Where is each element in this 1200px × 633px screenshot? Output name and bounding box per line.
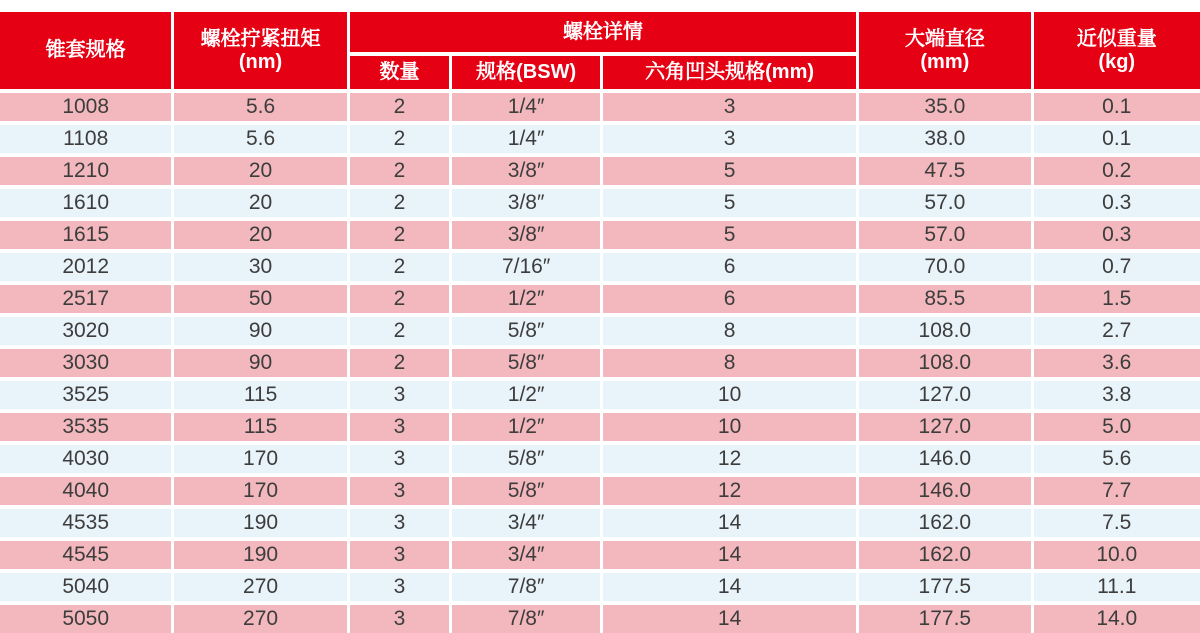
header-unit: (kg) — [1098, 50, 1136, 73]
cell-taper-spec: 1008 — [0, 93, 171, 121]
cell-quantity: 3 — [350, 573, 450, 601]
cell-weight: 3.8 — [1034, 381, 1200, 409]
cell-quantity: 3 — [350, 605, 450, 633]
cell-big-end-diameter: 38.0 — [859, 125, 1030, 153]
cell-spec-bsw: 5/8″ — [452, 349, 600, 377]
cell-spec-bsw: 3/4″ — [452, 541, 600, 569]
header-unit: (mm) — [920, 50, 970, 73]
cell-weight: 11.1 — [1034, 573, 1200, 601]
cell-quantity: 2 — [350, 317, 450, 345]
cell-quantity: 2 — [350, 285, 450, 313]
header-cell-torque — [174, 12, 346, 89]
cell-big-end-diameter: 57.0 — [859, 189, 1030, 217]
cell-taper-spec: 4545 — [0, 541, 171, 569]
cell-spec-bsw: 1/2″ — [452, 285, 600, 313]
cell-big-end-diameter: 162.0 — [859, 541, 1030, 569]
header-cell-bolt-details — [350, 12, 856, 52]
cell-taper-spec: 2012 — [0, 253, 171, 281]
header-cell-quantity — [350, 56, 450, 89]
cell-torque: 30 — [174, 253, 346, 281]
cell-spec-bsw: 1/4″ — [452, 125, 600, 153]
cell-big-end-diameter: 127.0 — [859, 381, 1030, 409]
cell-big-end-diameter: 108.0 — [859, 317, 1030, 345]
cell-spec-bsw: 3/8″ — [452, 189, 600, 217]
cell-taper-spec: 1210 — [0, 157, 171, 185]
cell-hex-socket: 14 — [603, 605, 856, 633]
cell-big-end-diameter: 177.5 — [859, 605, 1030, 633]
cell-spec-bsw: 7/16″ — [452, 253, 600, 281]
cell-spec-bsw: 5/8″ — [452, 317, 600, 345]
cell-torque: 90 — [174, 349, 346, 377]
cell-big-end-diameter: 108.0 — [859, 349, 1030, 377]
cell-hex-socket: 8 — [603, 317, 856, 345]
header-label: 螺栓详情 — [562, 20, 643, 43]
header-label: 规格(BSW) — [476, 61, 577, 83]
cell-taper-spec: 5040 — [0, 573, 171, 601]
cell-weight: 2.7 — [1034, 317, 1200, 345]
cell-spec-bsw: 3/8″ — [452, 157, 600, 185]
cell-weight: 0.2 — [1034, 157, 1200, 185]
cell-big-end-diameter: 162.0 — [859, 509, 1030, 537]
cell-weight: 0.3 — [1034, 221, 1200, 249]
cell-big-end-diameter: 177.5 — [859, 573, 1030, 601]
cell-taper-spec: 4535 — [0, 509, 171, 537]
cell-big-end-diameter: 146.0 — [859, 445, 1030, 473]
cell-weight: 7.7 — [1034, 477, 1200, 505]
cell-quantity: 2 — [350, 253, 450, 281]
cell-big-end-diameter: 127.0 — [859, 413, 1030, 441]
cell-big-end-diameter: 146.0 — [859, 477, 1030, 505]
cell-weight: 0.3 — [1034, 189, 1200, 217]
cell-torque: 50 — [174, 285, 346, 313]
cell-big-end-diameter: 85.5 — [859, 285, 1030, 313]
cell-big-end-diameter: 70.0 — [859, 253, 1030, 281]
cell-spec-bsw: 3/4″ — [452, 509, 600, 537]
cell-spec-bsw: 1/2″ — [452, 381, 600, 409]
cell-hex-socket: 6 — [603, 253, 856, 281]
cell-weight: 5.6 — [1034, 445, 1200, 473]
taper-bush-spec-table — [0, 12, 1200, 633]
cell-quantity: 3 — [350, 413, 450, 441]
cell-taper-spec: 3020 — [0, 317, 171, 345]
cell-weight: 0.7 — [1034, 253, 1200, 281]
header-cell-big-end-diameter — [859, 12, 1030, 89]
cell-hex-socket: 3 — [603, 125, 856, 153]
cell-quantity: 3 — [350, 381, 450, 409]
cell-torque: 5.6 — [174, 125, 346, 153]
cell-torque: 115 — [174, 381, 346, 409]
cell-weight: 3.6 — [1034, 349, 1200, 377]
cell-torque: 270 — [174, 605, 346, 633]
cell-hex-socket: 5 — [603, 221, 856, 249]
cell-quantity: 3 — [350, 477, 450, 505]
cell-taper-spec: 3525 — [0, 381, 171, 409]
cell-hex-socket: 14 — [603, 573, 856, 601]
cell-spec-bsw: 7/8″ — [452, 573, 600, 601]
cell-taper-spec: 5050 — [0, 605, 171, 633]
cell-quantity: 2 — [350, 125, 450, 153]
header-cell-taper-spec — [0, 12, 171, 89]
cell-big-end-diameter: 47.5 — [859, 157, 1030, 185]
cell-big-end-diameter: 57.0 — [859, 221, 1030, 249]
cell-taper-spec: 3030 — [0, 349, 171, 377]
cell-spec-bsw: 1/2″ — [452, 413, 600, 441]
cell-torque: 190 — [174, 541, 346, 569]
cell-quantity: 3 — [350, 445, 450, 473]
cell-quantity: 3 — [350, 509, 450, 537]
header-label: 近似重量 — [1076, 27, 1157, 50]
cell-big-end-diameter: 35.0 — [859, 93, 1030, 121]
cell-torque: 190 — [174, 509, 346, 537]
cell-hex-socket: 14 — [603, 509, 856, 537]
cell-torque: 170 — [174, 445, 346, 473]
cell-hex-socket: 8 — [603, 349, 856, 377]
cell-taper-spec: 2517 — [0, 285, 171, 313]
header-cell-weight — [1034, 12, 1200, 89]
cell-torque: 20 — [174, 221, 346, 249]
cell-spec-bsw: 3/8″ — [452, 221, 600, 249]
cell-quantity: 2 — [350, 93, 450, 121]
cell-torque: 170 — [174, 477, 346, 505]
cell-hex-socket: 5 — [603, 157, 856, 185]
cell-quantity: 2 — [350, 349, 450, 377]
cell-weight: 10.0 — [1034, 541, 1200, 569]
cell-hex-socket: 10 — [603, 381, 856, 409]
cell-weight: 5.0 — [1034, 413, 1200, 441]
cell-spec-bsw: 5/8″ — [452, 477, 600, 505]
header-label: 大端直径 — [904, 27, 985, 50]
cell-quantity: 2 — [350, 157, 450, 185]
header-label: 六角凹头规格(mm) — [645, 61, 815, 83]
cell-torque: 20 — [174, 189, 346, 217]
cell-taper-spec: 4030 — [0, 445, 171, 473]
header-cell-spec-bsw — [452, 56, 600, 89]
cell-hex-socket: 14 — [603, 541, 856, 569]
header-cell-hex-socket — [603, 56, 856, 89]
cell-hex-socket: 3 — [603, 93, 856, 121]
cell-spec-bsw: 7/8″ — [452, 605, 600, 633]
cell-quantity: 2 — [350, 221, 450, 249]
cell-weight: 0.1 — [1034, 125, 1200, 153]
cell-spec-bsw: 5/8″ — [452, 445, 600, 473]
cell-taper-spec: 4040 — [0, 477, 171, 505]
cell-taper-spec: 3535 — [0, 413, 171, 441]
header-label: 数量 — [379, 61, 420, 83]
cell-torque: 5.6 — [174, 93, 346, 121]
cell-weight: 1.5 — [1034, 285, 1200, 313]
cell-torque: 115 — [174, 413, 346, 441]
cell-quantity: 2 — [350, 189, 450, 217]
cell-hex-socket: 10 — [603, 413, 856, 441]
cell-taper-spec: 1108 — [0, 125, 171, 153]
cell-weight: 7.5 — [1034, 509, 1200, 537]
cell-torque: 90 — [174, 317, 346, 345]
cell-weight: 14.0 — [1034, 605, 1200, 633]
cell-taper-spec: 1610 — [0, 189, 171, 217]
header-label: 锥套规格 — [45, 39, 126, 61]
cell-quantity: 3 — [350, 541, 450, 569]
cell-spec-bsw: 1/4″ — [452, 93, 600, 121]
cell-taper-spec: 1615 — [0, 221, 171, 249]
cell-hex-socket: 12 — [603, 477, 856, 505]
cell-hex-socket: 6 — [603, 285, 856, 313]
cell-hex-socket: 5 — [603, 189, 856, 217]
header-unit: (nm) — [238, 50, 283, 73]
cell-hex-socket: 12 — [603, 445, 856, 473]
cell-torque: 20 — [174, 157, 346, 185]
header-label: 螺栓拧紧扭矩 — [200, 27, 321, 50]
cell-weight: 0.1 — [1034, 93, 1200, 121]
cell-torque: 270 — [174, 573, 346, 601]
